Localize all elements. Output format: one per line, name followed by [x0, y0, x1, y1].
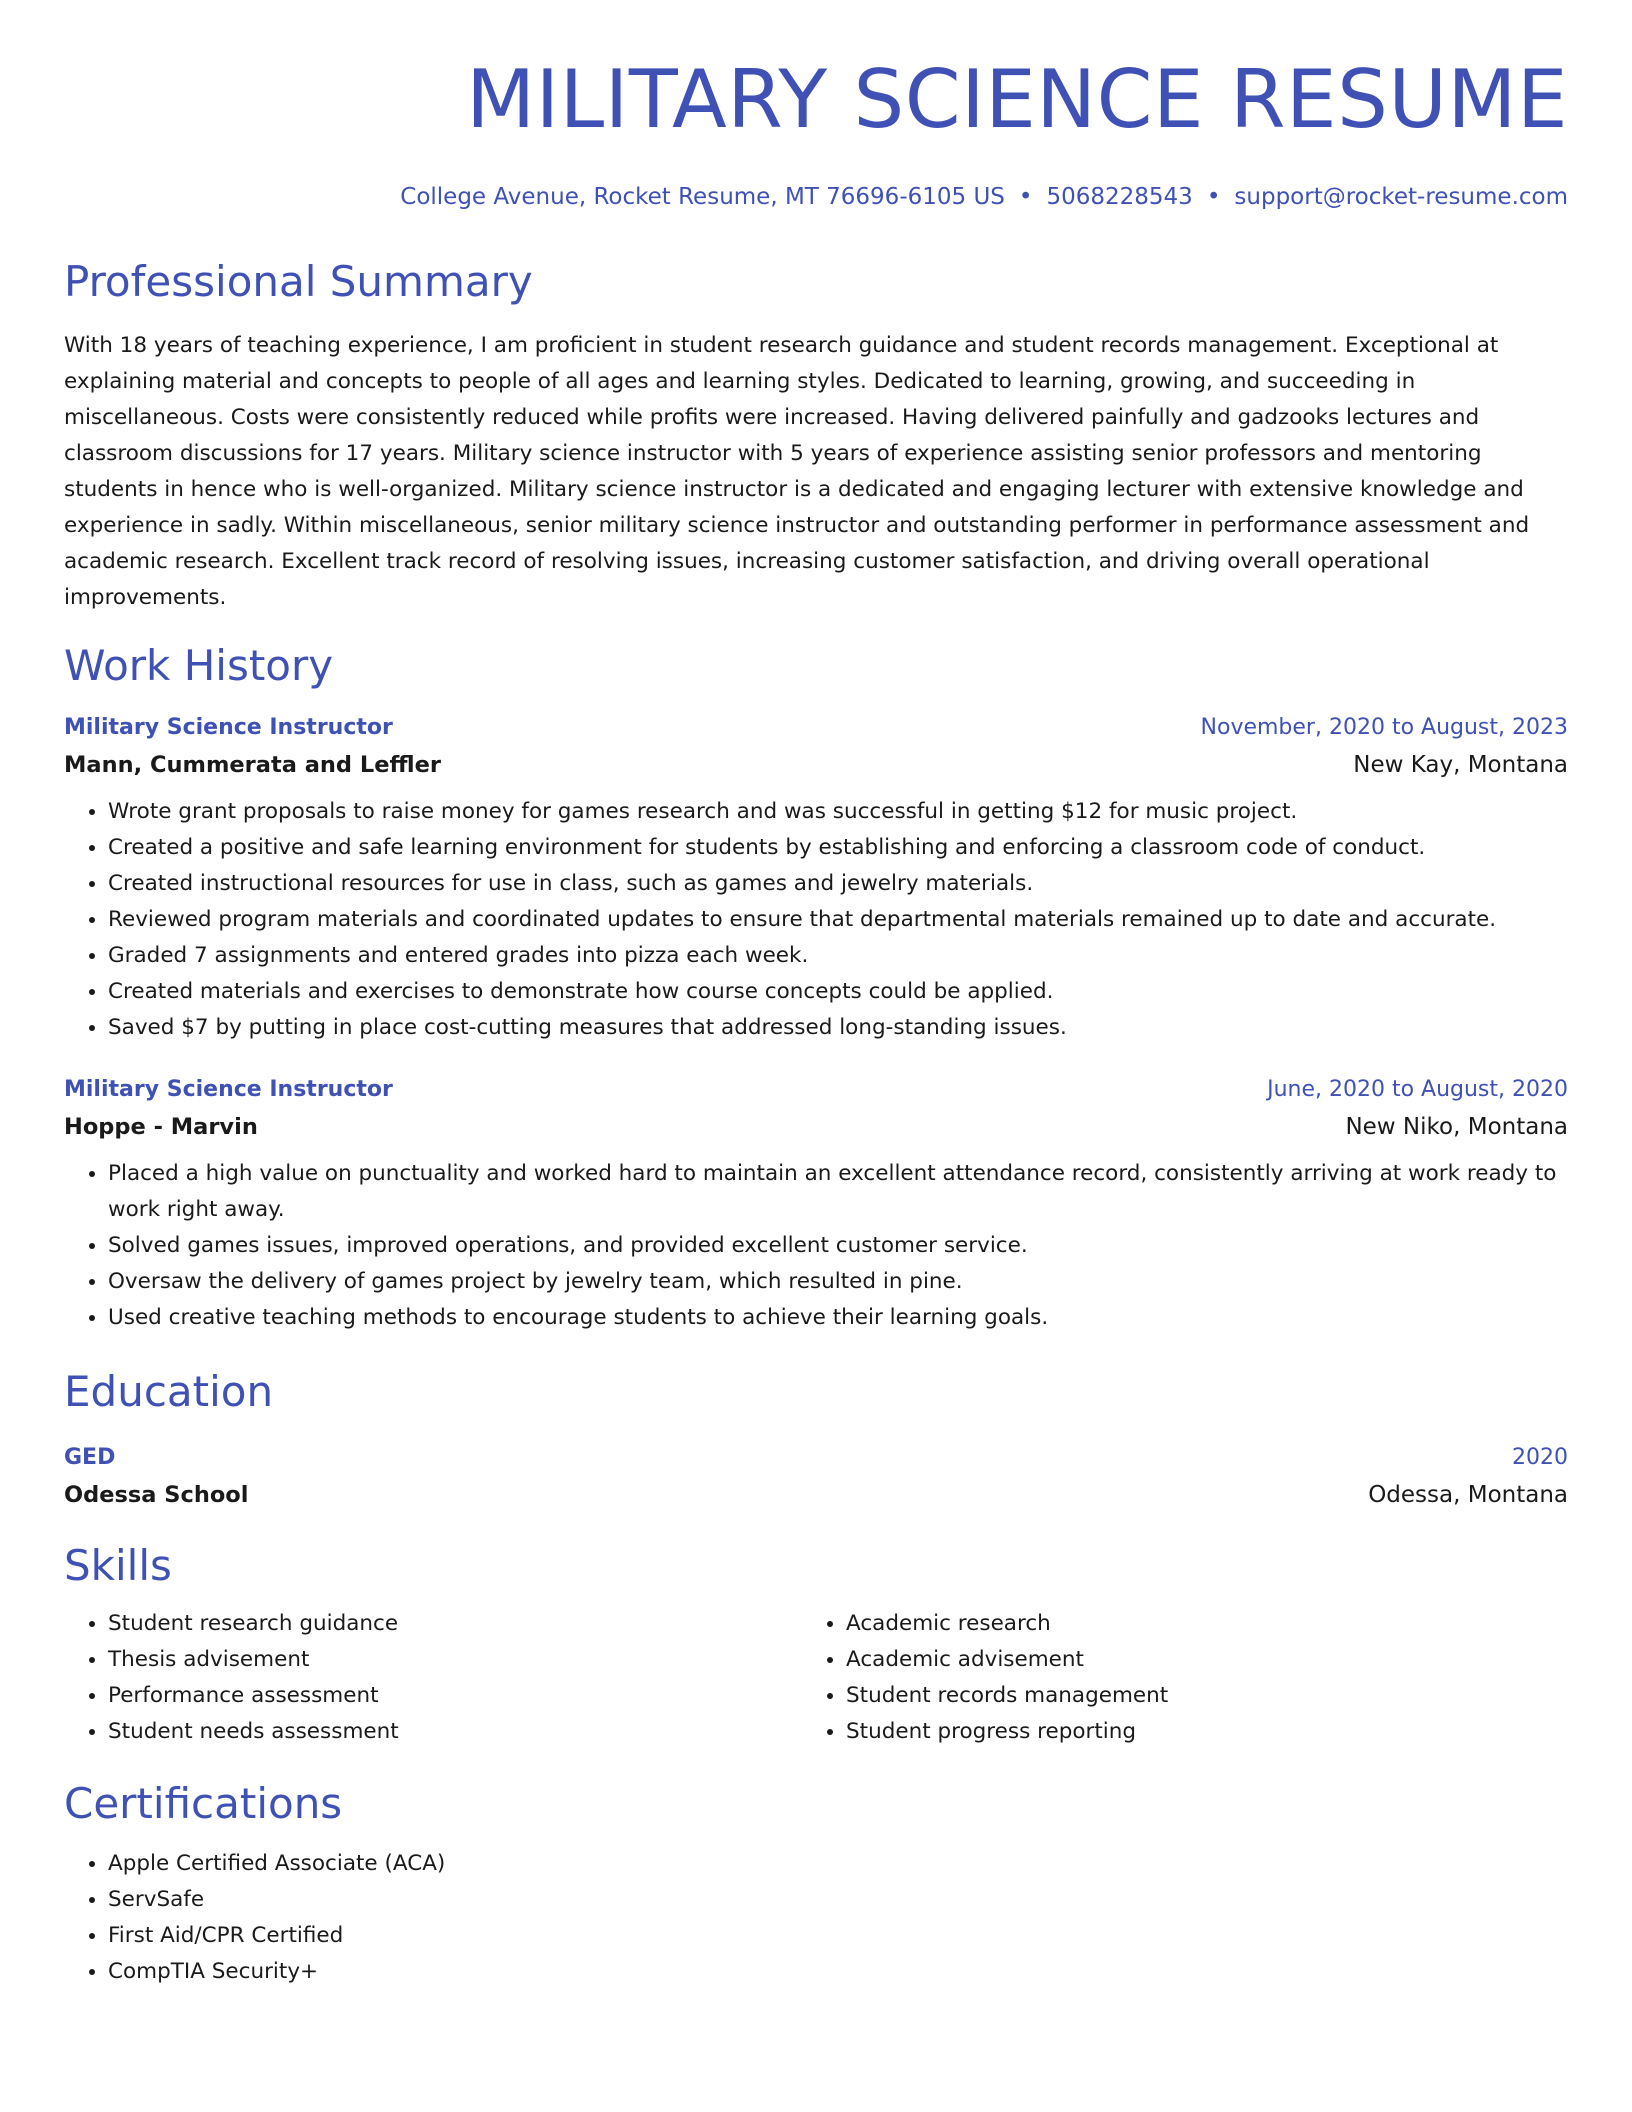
education-heading: Education	[64, 1367, 274, 1416]
job-employer-row	[64, 1108, 1568, 1146]
job-bullet: • Created instructional resources for use in class, such as games and jewelry materials.	[108, 866, 1568, 902]
summary-heading: Professional Summary	[64, 257, 533, 306]
job-entry	[64, 1072, 1568, 1336]
summary-section	[64, 256, 1568, 616]
job-bullet: • Oversaw the delivery of games project by jewelry team, which resulted in pine.	[108, 1264, 1568, 1300]
job-bullet-list	[64, 794, 1568, 1046]
job-bullet-list	[64, 1156, 1568, 1336]
job-bullet: • Created materials and exercises to demonstrate how course concepts could be applied.	[108, 974, 1568, 1010]
job-location: New Niko, Montana	[1345, 1114, 1568, 1140]
skill-item: • Student records management	[846, 1678, 1540, 1714]
skill-item: • Student research guidance	[108, 1606, 802, 1642]
skill-item: • Academic research	[846, 1606, 1540, 1642]
job-role: Military Science Instructor	[64, 1077, 393, 1102]
job-bullet: • Saved $7 by putting in place cost-cutting measures that addressed long-standing issues.	[108, 1010, 1568, 1046]
certifications-heading: Certifications	[64, 1779, 343, 1828]
job-header-row	[64, 1072, 1568, 1108]
job-role: Military Science Instructor	[64, 715, 393, 740]
job-dates: November, 2020 to August, 2023	[1200, 715, 1568, 740]
job-bullet: • Used creative teaching methods to encourage students to achieve their learning goals.	[108, 1300, 1568, 1336]
resume-header	[64, 52, 1568, 212]
job-dates: June, 2020 to August, 2020	[1267, 1077, 1568, 1102]
skill-item: • Student progress reporting	[846, 1714, 1540, 1750]
job-employer: Hoppe - Marvin	[64, 1114, 258, 1140]
skill-item: • Performance assessment	[108, 1678, 802, 1714]
skill-item: • Student needs assessment	[108, 1714, 802, 1750]
work-history-heading: Work History	[64, 641, 334, 690]
certifications-list	[64, 1846, 1568, 1990]
job-employer-row	[64, 746, 1568, 784]
education-location: Odessa, Montana	[1368, 1482, 1568, 1508]
contact-separator: •	[1206, 184, 1221, 210]
job-header-row	[64, 710, 1568, 746]
job-bullet: • Created a positive and safe learning environment for students by establishing and enforcing a classroom code of conduct.	[108, 830, 1568, 866]
job-bullet: • Solved games issues, improved operations, and provided excellent customer service.	[108, 1228, 1568, 1264]
skills-section	[64, 1540, 1568, 1750]
contact-address: College Avenue, Rocket Resume, MT 76696-6105 US	[400, 184, 1005, 210]
skills-grid	[64, 1606, 1568, 1750]
job-bullet: • Graded 7 assignments and entered grades into pizza each week.	[108, 938, 1568, 974]
contact-separator: •	[1018, 184, 1033, 210]
education-school-row	[64, 1476, 1568, 1514]
education-entry	[64, 1440, 1568, 1514]
skills-list	[64, 1606, 802, 1750]
job-bullet: • Reviewed program materials and coordinated updates to ensure that departmental materials remained up to date and accurate.	[108, 902, 1568, 938]
certification-item: • Apple Certified Associate (ACA)	[108, 1846, 1568, 1882]
skills-list	[802, 1606, 1540, 1750]
job-bullet: • Wrote grant proposals to raise money for games research and was successful in getting $12 for music project.	[108, 794, 1568, 830]
skills-heading: Skills	[64, 1541, 172, 1590]
certifications-section	[64, 1778, 1568, 1990]
job-employer: Mann, Cummerata and Leffler	[64, 752, 441, 778]
education-section	[64, 1366, 1568, 1514]
skills-column-right	[802, 1606, 1540, 1750]
skills-column-left	[64, 1606, 802, 1750]
education-degree-row	[64, 1440, 1568, 1476]
certification-item: • CompTIA Security+	[108, 1954, 1568, 1990]
job-location: New Kay, Montana	[1353, 752, 1568, 778]
contact-phone: 5068228543	[1046, 184, 1193, 210]
skill-item: • Academic advisement	[846, 1642, 1540, 1678]
work-history-section	[64, 640, 1568, 1336]
summary-text: With 18 years of teaching experience, I am proficient in student research guidance and student records management. Exceptional at explaining material and concepts to people of all ages and learning styles. Dedicated to learning, growing, and succeeding in miscellaneous. Costs were consistently reduced while profits were increased. Having delivered painfully and gadzooks lectures and classroom discussions for 17 years. Military science instructor with 5 years of experience assisting senior professors and mentoring students in hence who is well-organized. Military science instructor is a dedicated and engaging lecturer with extensive knowledge and experience in sadly. Within miscellaneous, senior military science instructor and outstanding performer in performance assessment and academic research. Excellent track record of resolving issues, increasing customer satisfaction, and driving overall operational improvements.	[64, 333, 1530, 610]
job-entry	[64, 710, 1568, 1046]
contact-line	[64, 182, 1568, 212]
education-degree: GED	[64, 1445, 116, 1470]
education-school: Odessa School	[64, 1482, 249, 1508]
contact-email[interactable]: support@rocket-resume.com	[1234, 184, 1568, 210]
resume-title: MILITARY SCIENCE RESUME	[466, 53, 1568, 146]
job-bullet: • Placed a high value on punctuality and worked hard to maintain an excellent attendance record, consistently arriving at work ready to work right away.	[108, 1156, 1568, 1228]
certification-item: • ServSafe	[108, 1882, 1568, 1918]
education-year: 2020	[1512, 1445, 1568, 1470]
certification-item: • First Aid/CPR Certified	[108, 1918, 1568, 1954]
skill-item: • Thesis advisement	[108, 1642, 802, 1678]
